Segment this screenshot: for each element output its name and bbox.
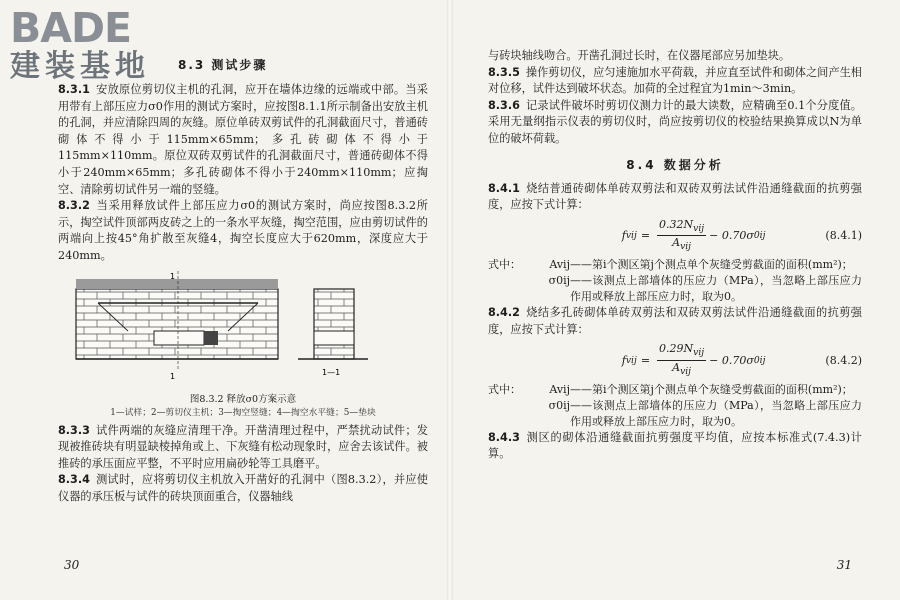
logo-latin: BADE xyxy=(10,4,132,52)
logo-chinese: 建装基地 xyxy=(10,49,150,84)
section-marker-bottom: 1 xyxy=(170,371,176,381)
definition-sigma-2: σ0ij ——该测点上部墙体的压应力（MPa），当忽略上部压应力作用或释放上部压应力时，取为0。 xyxy=(548,398,862,428)
paragraph-8-4-3: 8.4.3 测区的砌体沿通缝截面抗剪强度平均值，应按本标准式(7.4.3)计算。 xyxy=(488,430,862,461)
paragraph-8-4-2: 8.4.2 烧结多孔砖砌体单砖双剪法和双砖双剪法试件沿通缝截面的抗剪强度，应按下式计算： xyxy=(488,306,862,336)
wall-section xyxy=(298,289,368,377)
definition-a: 式中： Avij ——第i个测区第j个测点单个灰缝受剪截面的面积(mm²)； xyxy=(488,258,853,272)
figure-caption: 图8.3.2 释放σ0方案示意 xyxy=(189,393,297,405)
wall-elevation xyxy=(76,271,278,381)
section-label: 1—1 xyxy=(322,367,341,377)
figure-8-3-2 xyxy=(58,271,428,419)
definition-sigma: σ0ij ——该测点上部墙体的压应力（MPa），当忽略上部压应力作用或释放上部压应力时，取为0。 xyxy=(548,274,862,304)
page-number-right: 31 xyxy=(836,558,852,572)
bearing-block xyxy=(204,331,218,345)
equation-number: (8.4.2) xyxy=(825,353,862,367)
brick-wall-diagram xyxy=(58,271,428,389)
equation-number: (8.4.1) xyxy=(825,228,862,242)
section-title-8-4: 8.4 数据分析 xyxy=(626,157,724,172)
right-page xyxy=(452,0,900,600)
paragraph-8-3-5: 8.3.5 操作剪切仪，应匀速施加水平荷载，并应直至试件和砌体之间产生相对位移，试件达到破坏状态。加荷的全过程宜为1min～3min。 xyxy=(488,65,862,96)
paragraph-8-3-1: 8.3.1 安放原位剪切仪主机的孔洞，应开在墙体边缘的远端或中部。当采用带有上部压应力σ0作用的测试方案时，应按图8.1.1所示制备出安放主机的孔洞，并应清除四周的灰缝。原位单砖双剪试件的孔洞截面尺寸，普通砖砌体不得小于115mm×65mm；多孔砖砌体不得小于115mm×110mm。原位双砖双剪试件的孔洞截面尺寸，普通砖砌体不得小于240mm×65mm；多孔砖砌体不得小于240mm×110mm；应掏空、清除剪切试件另一端的竖缝。 xyxy=(58,83,428,196)
paragraph-8-3-6: 8.3.6 记录试件破坏时剪切仪测力计的最大读数，应精确至0.1个分度值。采用无量纲指示仪表的剪切仪时，尚应按剪切仪的校验结果换算成以N为单位的破坏荷载。 xyxy=(488,98,862,145)
section-marker-top: 1 xyxy=(170,271,176,281)
paragraph-8-3-3: 8.3.3 试件两端的灰缝应清理干净。开凿清理过程中，严禁扰动试件；发现被推砖块有明显缺棱掉角或上、下灰缝有松动现象时，应舍去该试件。被推砖的承压面应平整，不平时应用扁砂轮等工具磨平。 xyxy=(58,423,428,470)
paragraph-8-3-4: 8.3.4 测试时，应将剪切仪主机放入开凿好的孔洞中（图8.3.2），并应使仪器的承压板与试件的砖块顶面重合，仪器轴线 xyxy=(58,473,428,503)
equation-8-4-2: f vij = $\frac{0.29N_{vij}}{A_{vij}}$ − 0.70σ 0ij (8.4.2) xyxy=(621,342,862,377)
paragraph-8-4-1: 8.4.1 烧结普通砖砌体单砖双剪法和双砖双剪法试件沿通缝截面的抗剪强度，应按下式计算： xyxy=(488,181,862,212)
paragraph-8-3-4-continued: 与砖块轴线吻合。开凿孔洞过长时，在仪器尾部应另加垫块。 xyxy=(488,49,791,62)
figure-legend: 1—试样；2—剪切仪主机；3—掏空竖缝；4—掏空水平缝；5—垫块 xyxy=(110,407,376,418)
paragraph-8-3-2: 8.3.2 当采用释放试件上部压应力σ0的测试方案时，尚应按图8.3.2所示，掏空试件顶部两皮砖之上的一条水平灰缝，掏空范围，应由剪切试件的两端向上按45°角扩散至灰缝4，掏空长度应大于620mm，深度应大于240mm。 xyxy=(58,199,428,262)
equation-8-4-1: f vij = $\frac{0.32N_{vij}}{A_{vij}}$ − 0.70σ 0ij (8.4.1) xyxy=(621,217,862,253)
section-title-8-3: 8.3 测试步骤 xyxy=(178,58,268,72)
page-number-left: 30 xyxy=(64,558,80,572)
definition-a-2: 式中： Avij ——第i个测区第j个测点单个灰缝受剪截面的面积(mm²)； xyxy=(488,382,853,396)
